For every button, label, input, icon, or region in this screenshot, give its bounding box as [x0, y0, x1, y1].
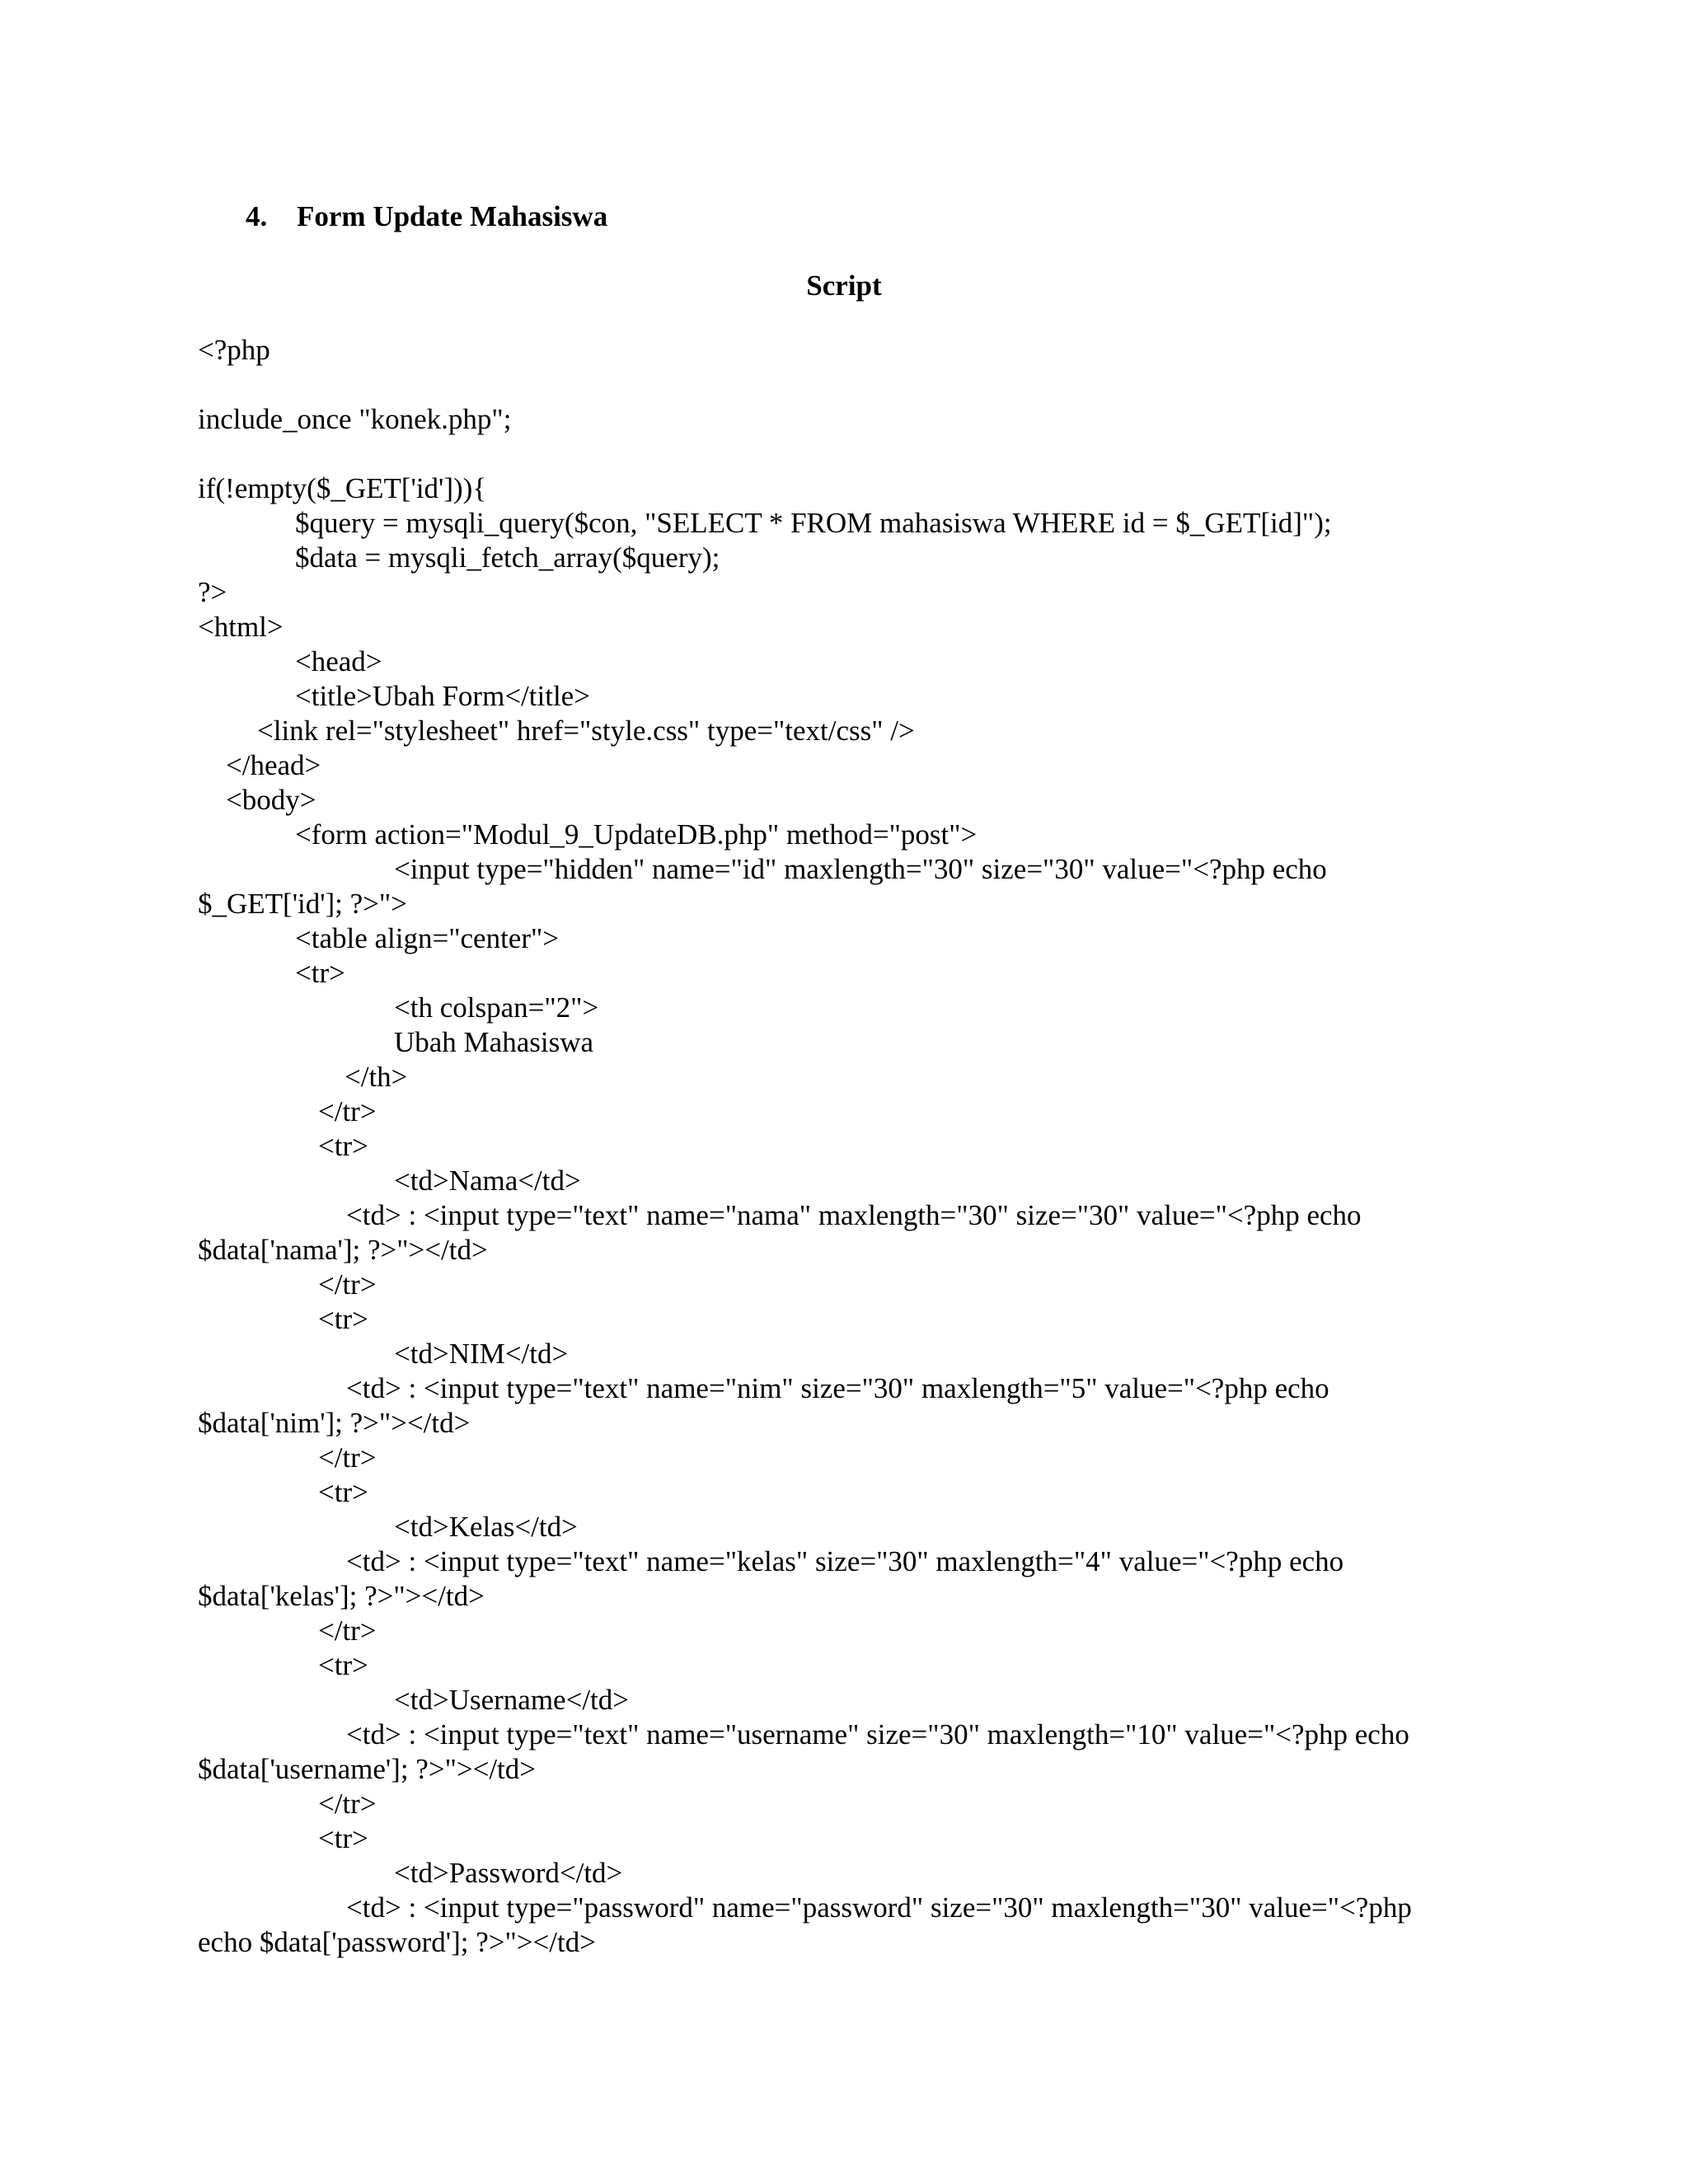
code-line: <table align="center"> [295, 922, 560, 954]
code-line: <input type="hidden" name="id" maxlength="30" size="30" value="<?php echo [394, 853, 1327, 885]
code-line: <td> : <input type="text" name="username" size="30" maxlength="10" value="<?php echo [346, 1718, 1409, 1750]
code-line: <td> : <input type="text" name="nim" size="30" maxlength="5" value="<?php echo [346, 1372, 1329, 1404]
code-line: include_once "konek.php"; [198, 403, 512, 435]
section-heading [246, 199, 607, 234]
code-line: <head> [295, 645, 382, 677]
code-line: $data['kelas']; ?>"></td> [198, 1580, 485, 1612]
code-line: $data['nama']; ?>"></td> [198, 1234, 488, 1266]
code-line: <body> [226, 784, 316, 816]
code-line: <link rel="stylesheet" href="style.css" type="text/css" /> [257, 715, 915, 747]
code-line: <form action="Modul_9_UpdateDB.php" method="post"> [295, 818, 978, 851]
code-line: <tr> [318, 1303, 368, 1335]
code-line: </tr> [318, 1441, 377, 1474]
code-line: <td>Nama</td> [394, 1165, 581, 1197]
code-line: <tr> [295, 957, 345, 989]
code-line: <tr> [318, 1476, 368, 1508]
code-line: <title>Ubah Form</title> [295, 680, 590, 712]
code-line: echo $data['password']; ?>"></td> [198, 1926, 596, 1958]
code-line: <th colspan="2"> [394, 991, 599, 1024]
code-line: </th> [345, 1061, 408, 1093]
code-line: </tr> [318, 1615, 377, 1647]
code-line: </tr> [318, 1095, 377, 1127]
code-line: <td> : <input type="text" name="nama" maxlength="30" size="30" value="<?php echo [346, 1199, 1362, 1231]
section-number: 4. [246, 200, 268, 232]
code-line: $data['nim']; ?>"></td> [198, 1407, 471, 1439]
code-line: $_GET['id']; ?>"> [198, 888, 407, 920]
script-subtitle: Script [806, 269, 882, 302]
code-line: $query = mysqli_query($con, "SELECT * FROM mahasiswa WHERE id = $_GET[id]"); [295, 507, 1332, 539]
code-line: <td>Password</td> [394, 1857, 623, 1889]
code-line: <td>NIM</td> [394, 1338, 569, 1370]
code-line: <td> : <input type="password" name="password" size="30" maxlength="30" value="<?php [346, 1891, 1412, 1924]
section-title: Form Update Mahasiswa [297, 200, 608, 232]
code-line: </tr> [318, 1268, 377, 1301]
code-line: <td>Kelas</td> [394, 1511, 578, 1543]
code-line: <html> [198, 611, 284, 643]
code-line: Ubah Mahasiswa [394, 1026, 594, 1058]
code-line: </head> [226, 749, 321, 781]
code-line: <?php [198, 334, 270, 366]
code-line: <tr> [318, 1649, 368, 1681]
code-line: <tr> [318, 1130, 368, 1162]
code-line: if(!empty($_GET['id'])){ [198, 472, 487, 504]
code-line: <td> : <input type="text" name="kelas" size="30" maxlength="4" value="<?php echo [346, 1545, 1344, 1577]
code-line: $data = mysqli_fetch_array($query); [295, 541, 720, 574]
code-line: <td>Username</td> [394, 1684, 630, 1716]
code-line: <tr> [318, 1822, 368, 1854]
code-line: ?> [198, 576, 227, 608]
code-line: $data['username']; ?>"></td> [198, 1753, 537, 1785]
code-line: </tr> [318, 1788, 377, 1820]
